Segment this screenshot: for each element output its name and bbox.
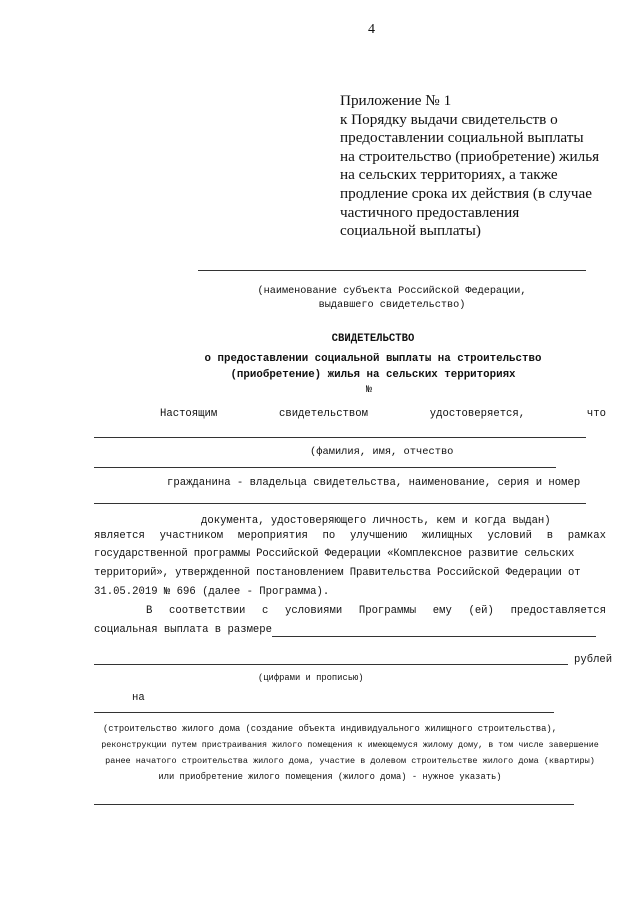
na-label: на [132,692,145,704]
certify-word-4: что [586,408,606,420]
appendix-line-8: социальной выплаты) [340,222,481,240]
certify-word-3: удостоверяется, [429,408,526,420]
conditions-word: с [261,605,269,617]
conditions-word: В [146,605,153,617]
certify-line [160,408,606,420]
number-sign: № [366,385,373,396]
conditions-line [146,605,606,617]
appendix-line-3: предоставлении социальной выплаты [340,129,584,147]
payment-label: социальная выплата в размере [94,624,273,636]
participant-word: участником [159,530,224,542]
conditions-word: условиями [284,605,343,617]
purpose-caption-line-1: (строительство жилого дома (создание объекта индивидуального жилищного строительства), [103,724,557,734]
subject-caption-line-1: (наименование субъекта Российской Федерации, [257,286,527,297]
document-title: СВИДЕТЕЛЬСТВО [331,333,415,345]
certify-word-1: Настоящим [160,408,218,420]
document-subtitle-line-2: (приобретение) жилья на сельских территориях [230,369,516,381]
payment-amount-line [272,636,596,637]
appendix-line-2: к Порядку выдачи свидетельств о [340,110,558,128]
appendix-line-7: частичного предоставления [340,203,520,221]
participant-word: условий [487,530,532,542]
bottom-line [94,804,574,805]
appendix-line-5: на сельских территориях, а также [340,166,558,184]
participant-word: рамках [567,530,606,542]
conditions-word: Программы [358,605,417,617]
fio-caption: (фамилия, имя, отчество [310,446,454,458]
page-number: 4 [368,22,375,37]
participant-line-1 [94,530,606,542]
fio-line-2 [94,467,556,468]
participant-line-4: 31.05.2019 № 696 (далее - Программа). [94,586,330,598]
appendix-line-4: на строительство (приобретение) жилья [340,147,600,165]
conditions-word: ему [432,605,452,617]
appendix-line-1: Приложение № 1 [340,92,452,109]
participant-word: улучшению [349,530,408,542]
fio-line [94,437,586,438]
document-subtitle-line-1: о предоставлении социальной выплаты на строительство [204,353,542,365]
participant-line-2: государственной программы Российской Федерации «Комплексное развитие сельских [94,548,575,560]
purpose-caption-line-2: реконструкции путем пристраивания жилого помещения к имеющемуся жилому дому, в том числе завершение [101,740,599,750]
participant-word: по [322,530,336,542]
rubles-label: рублей [574,654,613,666]
subject-caption-line-2: выдавшего свидетельство) [318,300,466,311]
purpose-caption-line-4: или приобретение жилого помещения (жилого дома) - нужное указать) [158,772,502,782]
document-line [94,503,586,504]
participant-word: жилищных [421,530,473,542]
certify-word-2: свидетельством [278,408,368,420]
participant-line-3: территорий», утвержденной постановлением Правительства Российской Федерации от [94,567,581,579]
conditions-word: предоставляется [510,605,606,617]
subject-name-line [198,270,586,271]
conditions-word: (ей) [468,605,494,617]
participant-word: мероприятия [237,530,308,542]
amount-caption: (цифрами и прописью) [258,673,364,683]
participant-word: в [546,530,554,542]
purpose-caption-line-3: ранее начатого строительства жилого дома, участие в долевом строительстве жилого дома (квартиры) [105,756,595,766]
appendix-line-6: продление срока их действия (в случае [340,185,592,202]
conditions-word: соответствии [169,605,246,617]
amount-line [94,664,568,665]
participant-word: является [94,530,145,542]
document-caption: документа, удостоверяющего личность, кем и когда выдан) [201,515,551,527]
citizen-line: гражданина - владельца свидетельства, наименование, серия и номер [167,477,581,489]
purpose-line [94,712,554,713]
